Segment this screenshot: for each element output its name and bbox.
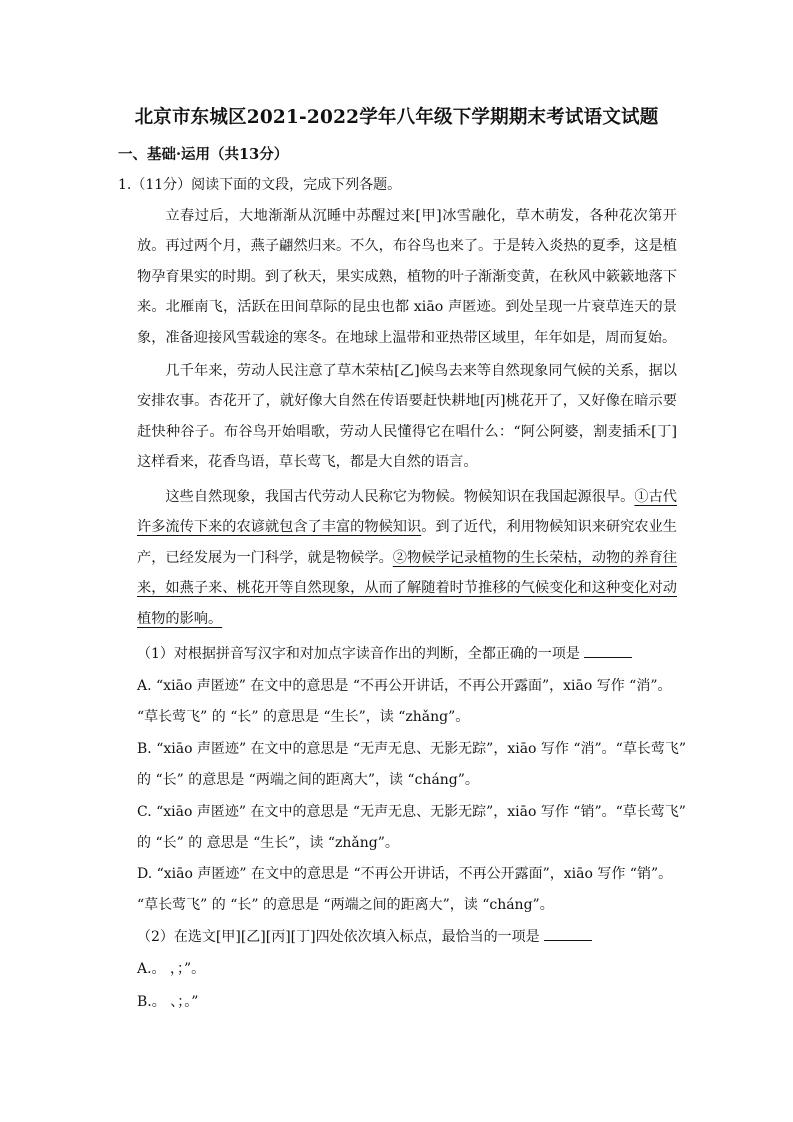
underlined-sentence-2: ②物候学记录植物的生长荣枯，动物的养育往来，如燕子来、桃花开等自然现象，从而了解随着时节推移的气候变化和这种变化对动植物的影响。 [137, 549, 677, 627]
option-b-line-2: 的 “长” 的意思是 “两端之间的距离大”，读 “cháng”。 [137, 772, 479, 788]
answer-blank [584, 645, 632, 658]
option-c-line-1: C. “xiāo 声匿迹” 在文中的意思是 “无声无息、无影无踪”，xiāo 写作 “销”。“草长莺飞” [137, 804, 686, 820]
passage-text: 。到了近代，利用物候知识来研究农业生产，已经发展为一门科学，就是物候学。 [137, 519, 677, 566]
sub-question-1-stem: （1）对根据拼音写汉字和对加点字读音作出的判断，全都正确的一项是 [137, 643, 632, 663]
passage-paragraph-3 [137, 482, 677, 634]
option-b: B.。 、；。” [137, 994, 199, 1010]
passage-paragraph-2: 几千年来，劳动人民注意了草木荣枯[乙]候鸟去来等自然现象同气候的关系，据以安排农事。杏花开了，就好像大自然在传语要赶快耕地[丙]桃花开了，又好像在暗示要赶快种谷子。布谷鸟开始唱歌，劳动人民懂得它在唱什么：“阿公阿婆，割麦插禾[丁]这样看来，花香鸟语，草长莺飞，都是大自然的语言。 [137, 363, 677, 471]
passage-text: 这些自然现象，我国古代劳动人民称它为物候。物候知识在我国起源很早。 [165, 489, 635, 505]
sub-question-2-stem: （2）在选文[甲][乙][丙][丁]四处依次填入标点，最恰当的一项是 [137, 926, 592, 946]
option-d-line-2: “草长莺飞” 的 “长” 的意思是 “两端之间的距离大”，读 “cháng”。 [137, 897, 554, 913]
option-a-line-1: A. “xiāo 声匿迹” 在文中的意思是 “不再公开讲话，不再公开露面”，xiāo 写作 “消”。 [137, 678, 672, 694]
option-a: A.。 ，；”。 [137, 961, 206, 977]
passage-paragraph-1: 立春过后，大地渐渐从沉睡中苏醒过来[甲]冰雪融化，草木萌发，各种花次第开放。再过两个月，燕子翩然归来。不久，布谷鸟也来了。于是转入炎热的夏季，这是植物孕育果实的时期。到了秋天，果实成熟，植物的叶子渐渐变黄，在秋风中簌簌地落下来。北雁南飞，活跃在田间草际的昆虫也都 xiāo 声匿迹。到处呈现一片衰草连天的景象，准备迎接风雪载途的寒冬。在地球上温带和亚热带区域里，年年如是，周而复始。 [137, 208, 677, 346]
option-a-line-2: “草长莺飞” 的 “长” 的意思是 “生长”，读 “zhǎng”。 [137, 709, 470, 725]
answer-blank [544, 928, 592, 941]
question-stem: 1.（11分）阅读下面的文段，完成下列各题。 [118, 177, 402, 193]
option-b-line-1: B. “xiāo 声匿迹” 在文中的意思是 “无声无息、无影无踪”，xiāo 写作 “消”。“草长莺飞” [137, 741, 686, 757]
underlined-sentence-1: ①古代许多流传下来的农谚就包含了丰富的物候知识 [137, 489, 677, 536]
page-title: 北京市东城区2021-2022学年八年级下学期期末考试语文试题 [134, 107, 659, 128]
option-c-line-2: 的 “长” 的 意思是 “生长”，读 “zhǎng”。 [137, 835, 399, 851]
option-d-line-1: D. “xiāo 声匿迹” 在文中的意思是 “不再公开讲话，不再公开露面”，xiāo 写作 “销”。 [137, 866, 673, 882]
section-heading: 一、基础·运用（共13分） [118, 146, 289, 163]
